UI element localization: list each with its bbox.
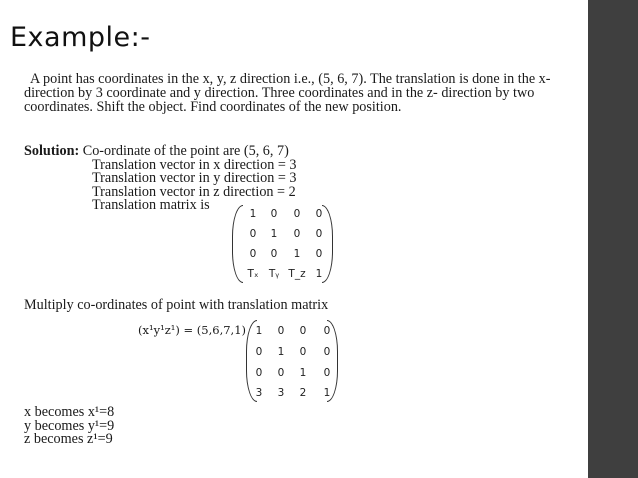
result-matrix-cell-r1-c3: 0 [299, 325, 307, 337]
result-matrix-cell-r1-c1: 1 [255, 325, 263, 337]
equation-lhs: (x¹y¹z¹) = (5,6,7,1) [138, 323, 246, 337]
translation-matrix-cell-r3-c2: 0 [270, 248, 278, 260]
result-matrix-cell-r4-c1: 3 [255, 387, 263, 399]
translation-matrix-cell-r1-c2: 0 [270, 208, 278, 220]
translation-matrix-cell-r1-c4: 0 [315, 208, 323, 220]
result-matrix-cell-r3-c3: 1 [299, 367, 307, 379]
translation-matrix-cell-r4-c4: 1 [315, 268, 323, 280]
result-matrix-cell-r3-c2: 0 [277, 367, 285, 379]
solution-label: Solution: [24, 143, 80, 159]
right-sidebar-band [588, 0, 638, 478]
result-matrix-cell-r1-c4: 0 [323, 325, 331, 337]
translation-matrix-cell-r1-c3: 0 [293, 208, 301, 220]
result-matrix-cell-r4-c4: 1 [323, 387, 331, 399]
result-z: z becomes z¹=9 [24, 431, 113, 447]
result-matrix-cell-r3-c1: 0 [255, 367, 263, 379]
multiply-instruction: Multiply co-ordinates of point with translation matrix [24, 297, 329, 313]
translation-matrix-cell-r4-c1: Tₓ [247, 268, 259, 280]
solution-block [24, 145, 544, 213]
translation-matrix-cell-r3-c1: 0 [249, 248, 257, 260]
translation-matrix-cell-r2-c3: 0 [293, 228, 301, 240]
result-matrix-cell-r1-c2: 0 [277, 325, 285, 337]
result-matrix-cell-r2-c1: 0 [255, 346, 263, 358]
translation-matrix-cell-r2-c4: 0 [315, 228, 323, 240]
solution-line-matrix: Translation matrix is [92, 197, 210, 214]
solution-line-x: Translation vector in x direction = 3 [92, 156, 297, 173]
problem-paragraph [24, 72, 564, 114]
result-matrix-cell-r2-c2: 1 [277, 346, 285, 358]
result-matrix-cell-r4-c3: 2 [299, 387, 307, 399]
translation-matrix-cell-r1-c1: 1 [249, 208, 257, 220]
translation-matrix-cell-r2-c2: 1 [270, 228, 278, 240]
result-matrix-cell-r2-c4: 0 [323, 346, 331, 358]
translation-matrix-cell-r4-c3: T_z [288, 268, 306, 280]
result-matrix-cell-r2-c3: 0 [299, 346, 307, 358]
translation-matrix-cell-r2-c1: 0 [249, 228, 257, 240]
result-y: y becomes y¹=9 [24, 417, 115, 434]
translation-matrix-cell-r3-c3: 1 [293, 248, 301, 260]
slide-title: Example:- [10, 22, 151, 53]
solution-line-z: Translation vector in z direction = 2 [92, 183, 296, 200]
translation-matrix-cell-r4-c2: Tᵧ [268, 268, 280, 280]
translation-matrix-cell-r3-c4: 0 [315, 248, 323, 260]
solution-line-y: Translation vector in y direction = 3 [92, 170, 297, 187]
result-matrix-cell-r4-c2: 3 [277, 387, 285, 399]
result-x: x becomes x¹=8 [24, 404, 115, 420]
solution-line-1: Co-ordinate of the point are (5, 6, 7) [79, 143, 289, 159]
result-matrix-cell-r3-c4: 0 [323, 367, 331, 379]
results-block [24, 406, 114, 447]
problem-text: A point has coordinates in the x, y, z direction i.e., (5, 6, 7). The translation is done in the x-direction by 3 coordinate and y direction. Three coordinates and in the z- direction by two coordinates. Shift the object. Find coordinates of the new position. [24, 71, 551, 115]
